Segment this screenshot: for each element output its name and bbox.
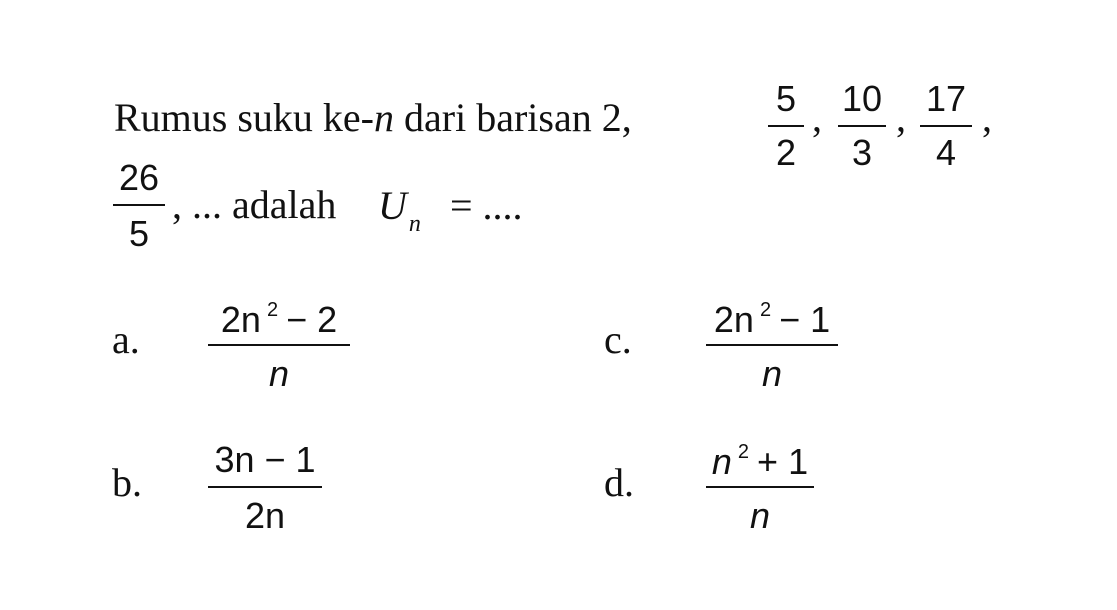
comma: , xyxy=(982,95,992,140)
fraction-numerator: 10 xyxy=(841,78,883,119)
fraction-bar xyxy=(113,204,165,206)
option-c-label: c. xyxy=(604,317,632,362)
question-text-part1: Rumus suku ke- xyxy=(114,95,374,140)
fraction-denominator: 3 xyxy=(851,132,873,173)
question-text-part4: = .... xyxy=(450,183,523,228)
fraction-bar xyxy=(838,125,886,127)
fraction-numerator: 5 xyxy=(775,78,797,119)
option-c-fraction xyxy=(706,290,838,400)
fraction-denominator: n xyxy=(268,353,290,394)
option-b-label: b. xyxy=(112,460,142,505)
question-text-part3: , ... adalah xyxy=(172,182,337,227)
fraction-numerator: 3n − 1 xyxy=(214,439,316,480)
fraction-bar xyxy=(706,344,838,346)
un-subscript: n xyxy=(408,211,421,237)
fraction-bar xyxy=(768,125,804,127)
fraction-17-4 xyxy=(920,75,972,175)
comma: , xyxy=(812,95,822,140)
fraction-denominator: n xyxy=(761,353,783,394)
fraction-bar xyxy=(208,344,350,346)
fraction-bar xyxy=(208,486,322,488)
option-d-fraction xyxy=(706,432,814,542)
fraction-10-3 xyxy=(838,75,886,175)
fraction-numerator: 2n $^2$ − 2 xyxy=(220,299,338,340)
un-base: U xyxy=(378,183,407,228)
fraction-denominator: 2 xyxy=(775,132,797,173)
question-text-part2: dari barisan 2, xyxy=(394,95,632,140)
option-d-label: d. xyxy=(604,460,634,505)
fraction-denominator: 2n xyxy=(244,495,286,536)
fraction-bar xyxy=(706,486,814,488)
option-b-fraction xyxy=(208,432,322,542)
fraction-numerator: 2n $^2$ − 1 xyxy=(713,299,831,340)
question-text-line1 xyxy=(114,95,632,140)
option-a-fraction xyxy=(208,290,350,400)
fraction-numerator: n $^2$ + 1 xyxy=(711,441,809,482)
variable-n: n xyxy=(374,95,394,140)
fraction-bar xyxy=(920,125,972,127)
un-term xyxy=(378,183,421,237)
fraction-numerator: 26 xyxy=(118,157,160,198)
fraction-denominator: 4 xyxy=(935,132,957,173)
fraction-denominator: n xyxy=(749,495,771,536)
comma: , xyxy=(896,95,906,140)
fraction-denominator: 5 xyxy=(128,213,150,254)
fraction-5-2 xyxy=(768,75,804,175)
fraction-26-5 xyxy=(113,154,165,254)
fraction-numerator: 17 xyxy=(925,78,967,119)
option-a-label: a. xyxy=(112,317,140,362)
question-text-line2 xyxy=(172,182,337,227)
